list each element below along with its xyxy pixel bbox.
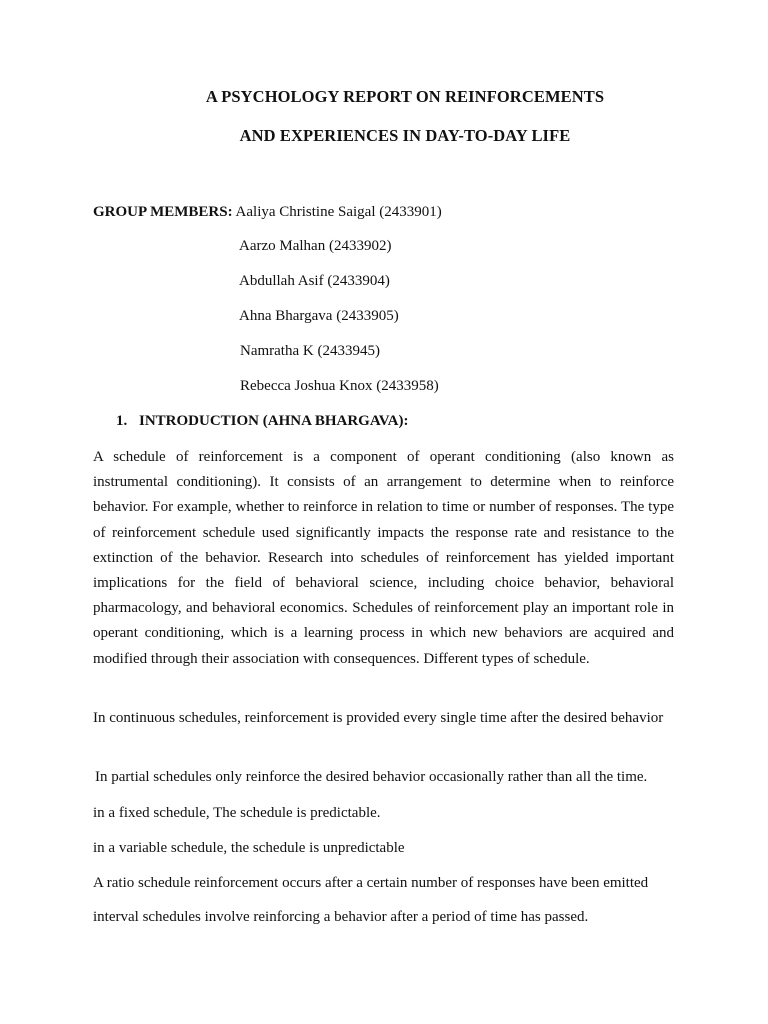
group-members-row — [93, 204, 442, 221]
member-name: Aarzo Malhan (2433902) — [239, 238, 392, 254]
group-members-label: GROUP MEMBERS: — [93, 204, 233, 220]
member-name: Aaliya Christine Saigal (2433901) — [235, 204, 442, 220]
member-name: Namratha K (2433945) — [240, 343, 380, 359]
report-title-line-1: A PSYCHOLOGY REPORT ON REINFORCEMENTS — [205, 87, 605, 106]
report-title-line-2: AND EXPERIENCES IN DAY-TO-DAY LIFE — [239, 126, 571, 145]
interval-schedule-line: interval schedules involve reinforcing a behavior after a period of time has passed. — [93, 909, 589, 925]
fixed-schedule-line: in a fixed schedule, The schedule is predictable. — [93, 805, 381, 821]
member-name: Rebecca Joshua Knox (2433958) — [240, 378, 439, 394]
intro-paragraph: A schedule of reinforcement is a component of operant conditioning (also known as instrumental conditioning). It consists of an arrangement to determine when to reinforce behavior. For example, whether to reinforce in relation to time or number of responses. The type of reinforcement schedule used significantly impacts the response rate and resistance to the extinction of the behavior. Research into schedules of reinforcement has yielded important implications for the field of behavioral science, including choice behavior, behavioral pharmacology, and behavioral economics. Schedules of reinforcement play an important role in operant conditioning, which is a learning process in which new behaviors are acquired and modified through their association with consequences. Different types of schedule. — [93, 449, 674, 667]
continuous-schedule-paragraph: In continuous schedules, reinforcement is provided every single time after the desired behavior — [93, 710, 664, 726]
partial-schedule-line: In partial schedules only reinforce the desired behavior occasionally rather than all the time. — [95, 769, 648, 785]
section-number: 1. — [116, 413, 128, 429]
variable-schedule-line: in a variable schedule, the schedule is unpredictable — [93, 840, 405, 856]
section-heading-introduction — [116, 413, 408, 430]
member-name: Ahna Bhargava (2433905) — [239, 308, 399, 324]
ratio-schedule-line: A ratio schedule reinforcement occurs after a certain number of responses have been emitted — [93, 875, 649, 891]
member-name: Abdullah Asif (2433904) — [239, 273, 390, 289]
section-title: INTRODUCTION (AHNA BHARGAVA): — [139, 413, 409, 429]
